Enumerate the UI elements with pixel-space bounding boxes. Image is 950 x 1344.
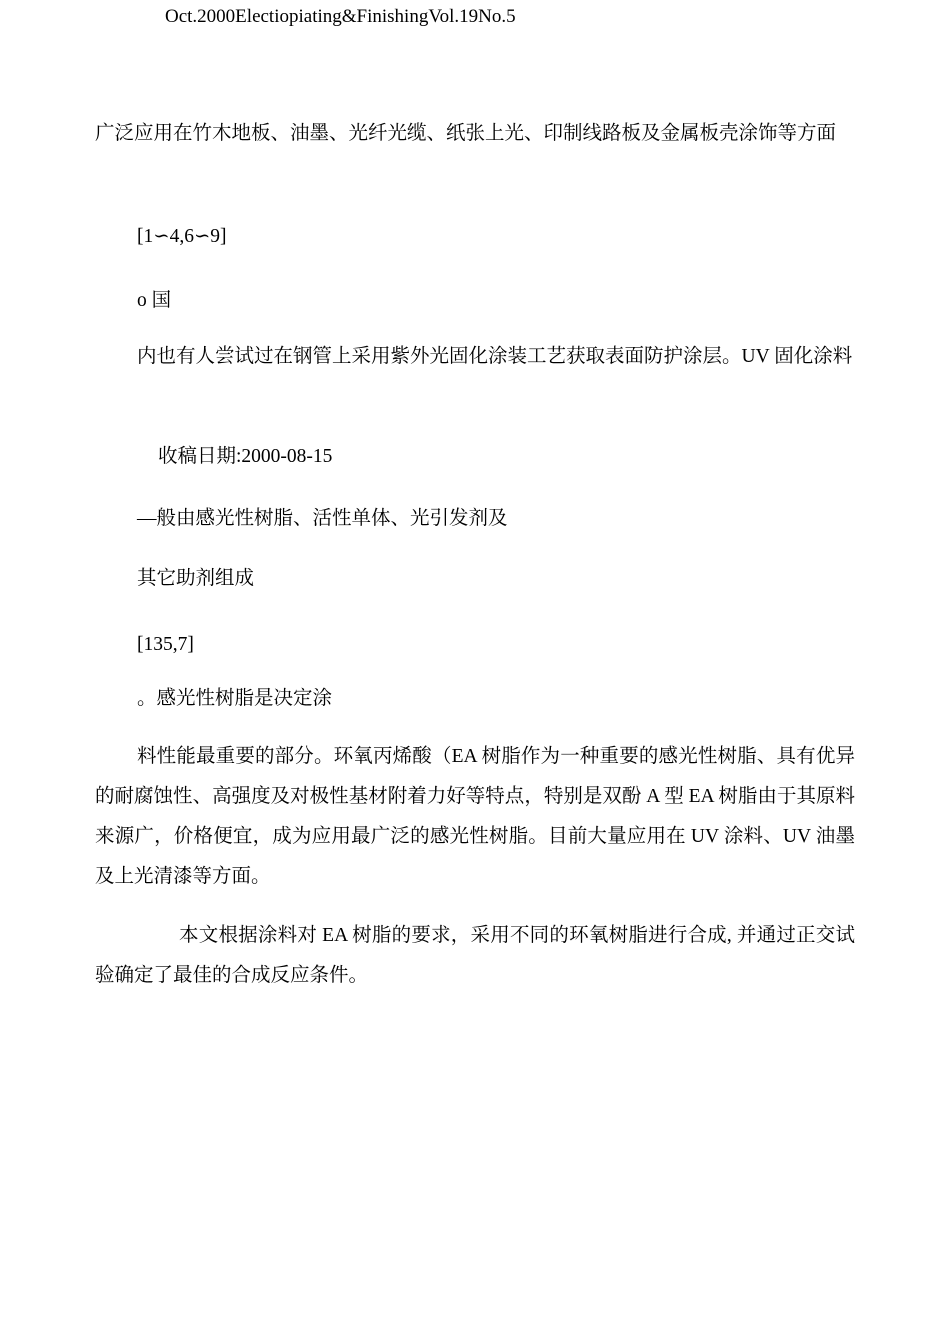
paragraph-this-work: 本文根据涂料对 EA 树脂的要求，采用不同的环氧树脂进行合成, 并通过正交试验确定了最佳的合成反应条件。 [95, 925, 855, 986]
text-fragment: o 国 [137, 290, 172, 311]
reference-citation: [135,7] [137, 634, 194, 655]
paragraph-additives: 其它助剂组成 [137, 568, 255, 589]
received-date: 收稿日期:2000-08-15 [158, 446, 333, 467]
paragraph-ea-resin: 料性能最重要的部分。环氧丙烯酸（EA 树脂作为一种重要的感光性树脂、具有优异的耐腐蚀性、高强度及对极性基材附着力好等特点，特别是双酚 A 型 EA 树脂由于其原料来源广，价格便宜，成为应用最广泛的感光性树脂。目前大量应用在 UV 涂料、UV 油墨及上光清漆等方面。 [95, 746, 855, 887]
reference-citation: [1∽4,6∽9] [137, 226, 227, 247]
paragraph-applications: 广泛应用在竹木地板、油墨、光纤光缆、纸张上光、印制线路板及金属板壳涂饰等方面 [95, 123, 837, 144]
paragraph-domestic-trials: 内也有人尝试过在钢管上采用紫外光固化涂装工艺获取表面防护涂层。UV 固化涂料 [137, 346, 853, 367]
paragraph-resin-decisive: 。感光性树脂是决定涂 [137, 688, 333, 709]
running-header: Oct.2000Electiopiating&FinishingVol.19No.5 [165, 6, 516, 27]
paragraph-composition: —般由感光性树脂、活性单体、光引发剂及 [137, 508, 508, 529]
